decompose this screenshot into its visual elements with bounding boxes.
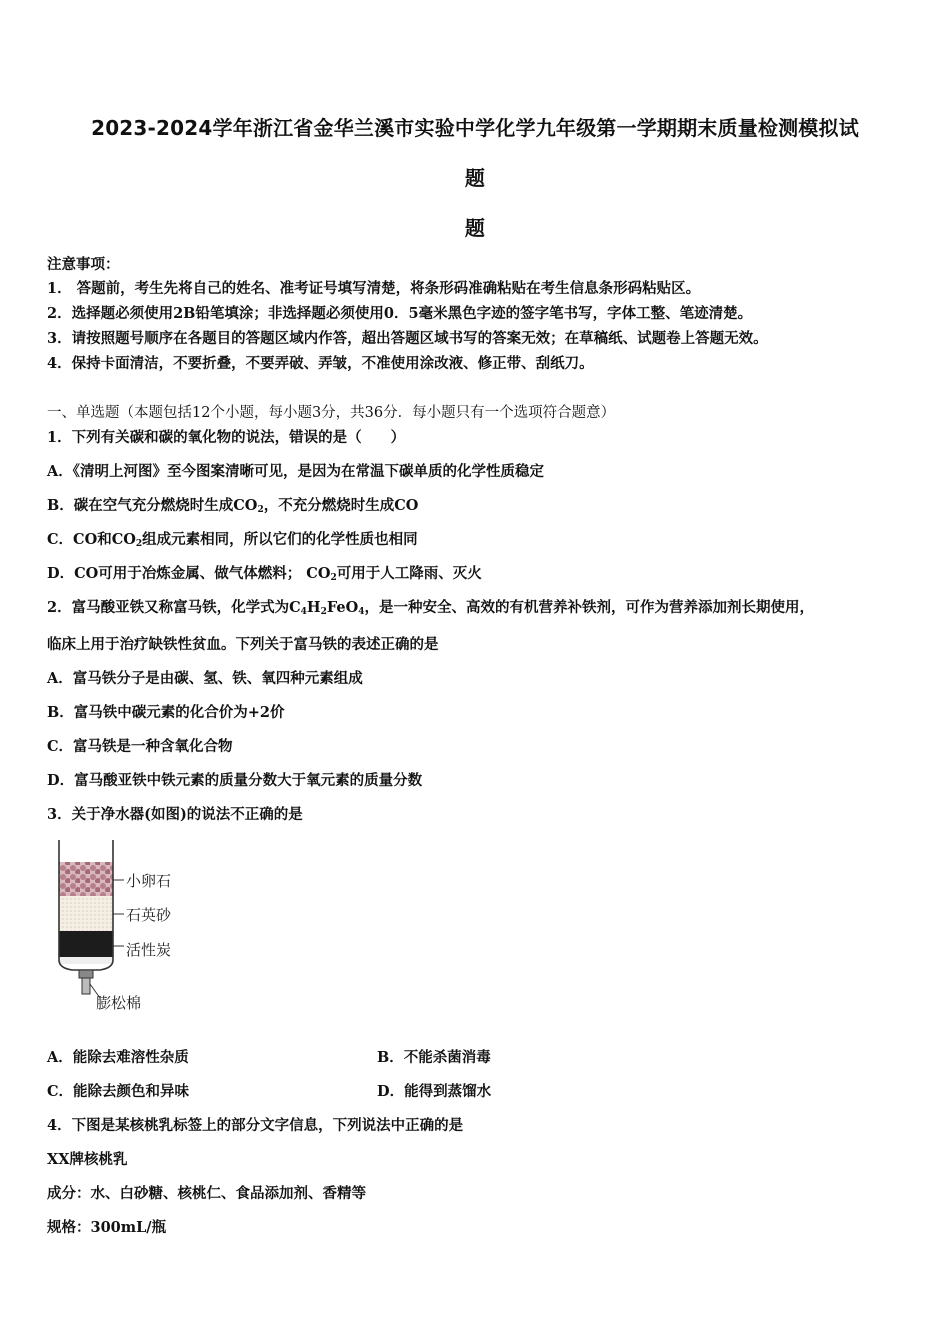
q4-spec: 规格：300mL/瓶 bbox=[47, 1219, 167, 1236]
pebble-layer bbox=[59, 862, 113, 896]
section-heading: 一、单选题（本题包括12个小题，每小题3分，共36分．每小题只有一个选项符合题意） bbox=[47, 405, 616, 421]
label-pebbles: 小卵石 bbox=[126, 872, 172, 890]
q2-option-c: C．富马铁是一种含氧化合物 bbox=[47, 738, 233, 755]
q2-option-a: A．富马铁分子是由碳、氢、铁、氧四种元素组成 bbox=[47, 670, 363, 687]
q2-option-d: D．富马酸亚铁中铁元素的质量分数大于氧元素的质量分数 bbox=[47, 772, 423, 789]
notice-item-4: 4．保持卡面清洁，不要折叠，不要弄破、弄皱，不准使用涂改液、修正带、刮纸刀。 bbox=[47, 355, 594, 372]
q1-stem: 1．下列有关碳和碳的氧化物的说法，错误的是（ ） bbox=[47, 429, 406, 446]
filter-outlet bbox=[79, 970, 93, 978]
q4-label-name: XX牌核桃乳 bbox=[47, 1151, 128, 1168]
notice-heading: 注意事项： bbox=[47, 256, 120, 273]
cotton-layer bbox=[59, 957, 113, 964]
q3-stem: 3．关于净水器(如图)的说法不正确的是 bbox=[47, 806, 303, 823]
q3-option-d: D．能得到蒸馏水 bbox=[377, 1083, 492, 1100]
notice-item-2: 2．选择题必须使用2B铅笔填涂；非选择题必须使用0．5毫米黑色字迹的签字笔书写，字体工整、笔迹清楚。 bbox=[47, 305, 753, 322]
notice-item-3: 3．请按照题号顺序在各题目的答题区域内作答，超出答题区域书写的答案无效；在草稿纸、试题卷上答题无效。 bbox=[47, 330, 768, 347]
page-title: 2023-2024学年浙江省金华兰溪市实验中学化学九年级第一学期期末质量检测模拟试 bbox=[91, 116, 859, 140]
charcoal-layer bbox=[59, 931, 113, 957]
label-activated-carbon: 活性炭 bbox=[126, 941, 172, 959]
q3-option-a: A．能除去难溶性杂质 bbox=[47, 1049, 189, 1066]
q1-option-b: B．碳在空气充分燃烧时生成$CO_2$，不充分燃烧时生成CO bbox=[47, 497, 419, 515]
q4-ingredients: 成分：水、白砂糖、核桃仁、食品添加剂、香精等 bbox=[47, 1185, 366, 1202]
q1-option-c: C．CO和$CO_2$组成元素相同，所以它们的化学性质也相同 bbox=[47, 531, 418, 549]
page-title-cont-2: 题 bbox=[464, 216, 486, 240]
label-quartz-sand: 石英砂 bbox=[126, 906, 172, 924]
label-cotton: 膨松棉 bbox=[96, 994, 142, 1012]
sand-layer bbox=[59, 896, 113, 931]
q1-option-a: A．《清明上河图》至今图案清晰可见，是因为在常温下碳单质的化学性质稳定 bbox=[47, 463, 544, 480]
water-filter-figure bbox=[50, 838, 210, 1020]
q2-stem: 2．富马酸亚铁又称富马铁，化学式为$C_4H_2FeO_4$，是一种安全、高效的有机营养补铁剂，可作为营养添加剂长期使用， bbox=[47, 599, 814, 617]
notice-item-1: 1． 答题前，考生先将自己的姓名、准考证号填写清楚，将条形码准确粘贴在考生信息条形码粘贴区。 bbox=[47, 280, 701, 297]
q3-option-c: C．能除去颜色和异味 bbox=[47, 1083, 190, 1100]
q2-option-b: B．富马铁中碳元素的化合价为+2价 bbox=[47, 704, 285, 721]
q4-stem: 4．下图是某核桃乳标签上的部分文字信息，下列说法中正确的是 bbox=[47, 1117, 464, 1134]
q2-stem-line2: 临床上用于治疗缺铁性贫血。下列关于富马铁的表述正确的是 bbox=[47, 636, 439, 653]
q3-option-b: B．不能杀菌消毒 bbox=[377, 1049, 491, 1066]
q1-option-d: D．CO可用于冶炼金属、做气体燃料； $CO_2$可用于人工降雨、灭火 bbox=[47, 565, 482, 583]
page-title-cont-1: 题 bbox=[464, 166, 486, 190]
